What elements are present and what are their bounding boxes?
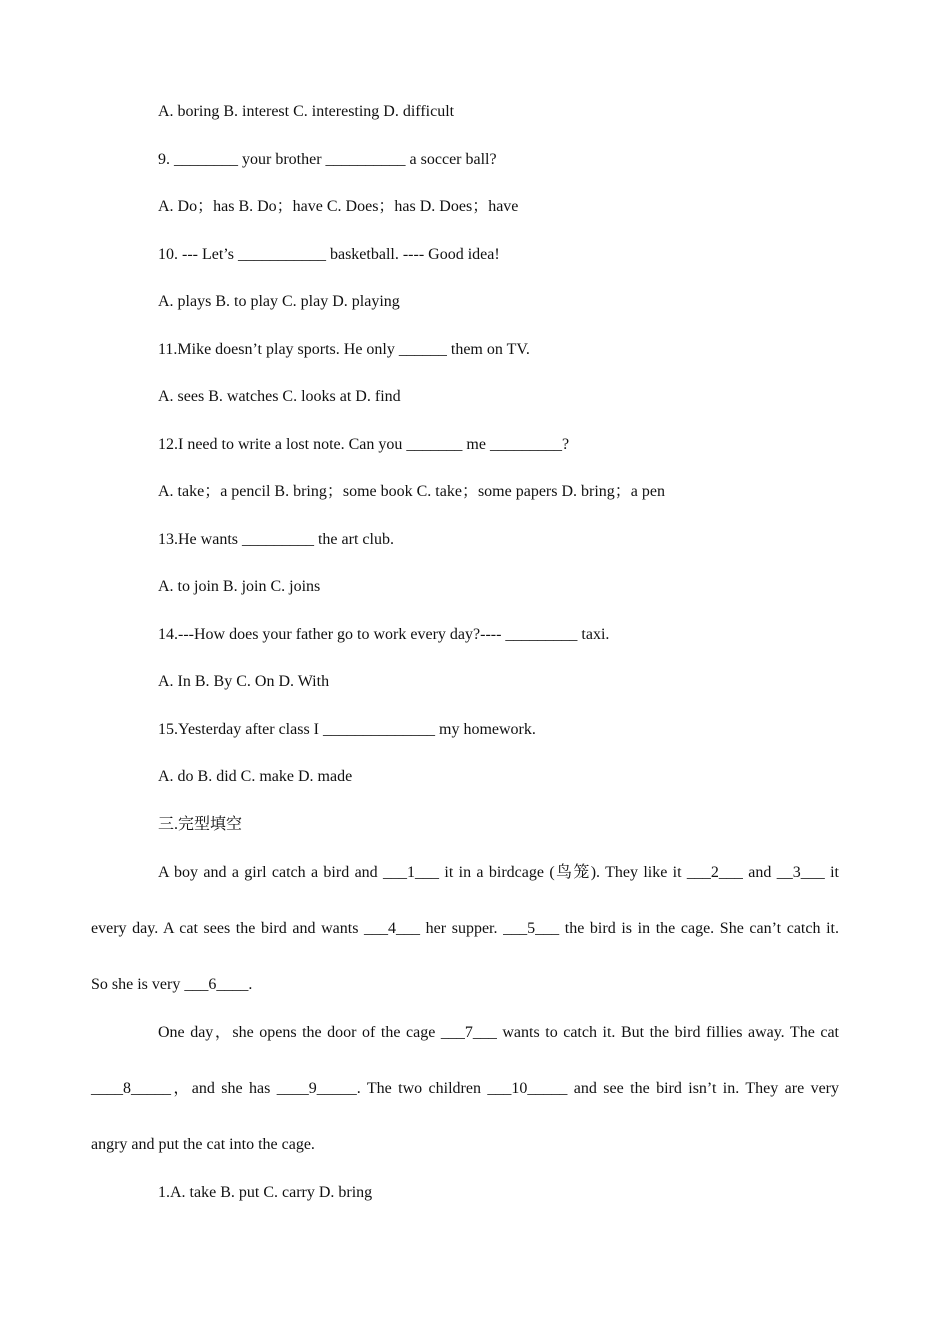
passage-p1-line2: every day. A cat sees the bird and wants ___4___ her supper. ___5___ the bird is in the cage. She can’t catch it.	[91, 920, 839, 937]
q14-question: 14.---How does your father go to work every day?---- _________ taxi.	[158, 626, 610, 643]
q9-options: A. Do；has B. Do；have C. Does；has D. Does；have	[158, 198, 519, 215]
passage-p1-line3: So she is very ___6____.	[91, 976, 253, 993]
passage-p2-line3: angry and put the cat into the cage.	[91, 1136, 315, 1153]
q13-options: A. to join B. join C. joins	[158, 578, 321, 595]
q10-options: A. plays B. to play C. play D. playing	[158, 293, 400, 310]
q12-question: 12.I need to write a lost note. Can you _______ me _________?	[158, 436, 570, 453]
q8-options: A. boring B. interest C. interesting D. difficult	[158, 103, 455, 120]
q11-question: 11.Mike doesn’t play sports. He only ______ them on TV.	[158, 341, 530, 358]
passage-p2-line1: One day，she opens the door of the cage ___7___ wants to catch it. But the bird fillies away. The cat	[158, 1024, 839, 1041]
q9-question: 9. ________ your brother __________ a soccer ball?	[158, 151, 497, 168]
q13-question: 13.He wants _________ the art club.	[158, 531, 394, 548]
q11-options: A. sees B. watches C. looks at D. find	[158, 388, 401, 405]
cloze-q1-options: 1.A. take B. put C. carry D. bring	[158, 1184, 373, 1201]
passage-p1-line1: A boy and a girl catch a bird and ___1___ it in a birdcage (鸟笼). They like it ___2___ and __3___ it	[158, 864, 839, 881]
section-heading-cloze: 三.完型填空	[158, 816, 243, 833]
passage-p2-line2: ____8_____，and she has ____9_____. The two children ___10_____ and see the bird isn’t in. They are very	[91, 1080, 839, 1097]
q10-question: 10. --- Let’s ___________ basketball. ---- Good idea!	[158, 246, 500, 263]
q15-question: 15.Yesterday after class I ______________ my homework.	[158, 721, 536, 738]
q15-options: A. do B. did C. make D. made	[158, 768, 353, 785]
q14-options: A. In B. By C. On D. With	[158, 673, 330, 690]
q12-options: A. take；a pencil B. bring；some book C. take；some papers D. bring；a pen	[158, 483, 666, 500]
